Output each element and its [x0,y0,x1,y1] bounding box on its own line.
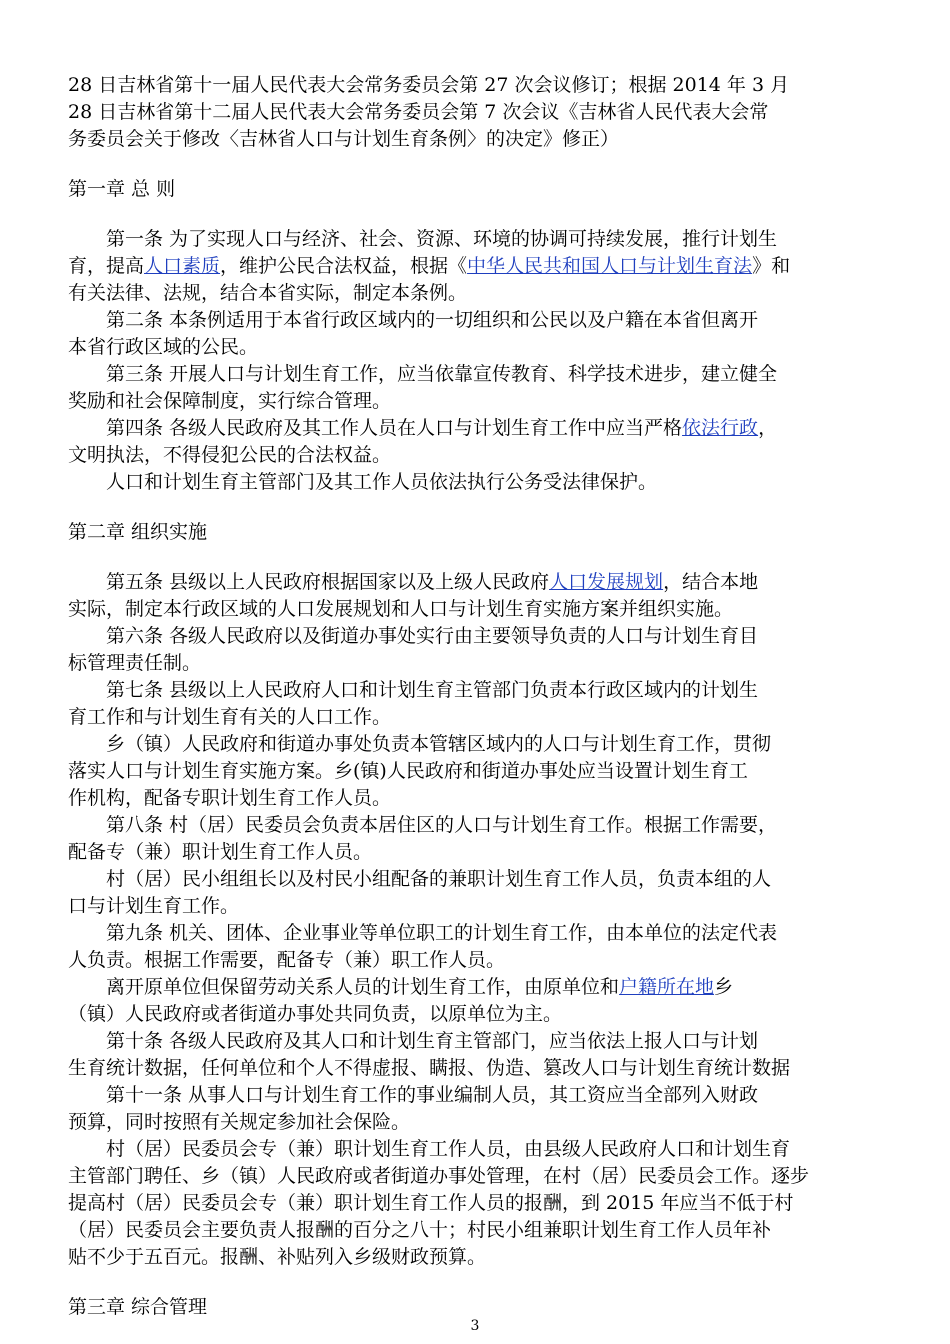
page-number: 3 [470,1318,480,1334]
article-6-line: 第六条 各级人民政府以及街道办事处实行由主要领导负责的人口与计划生育目 [106,625,759,647]
text: 第四条 各级人民政府及其工作人员在人口与计划生育工作中应当严格 [106,417,683,439]
text: ， [758,417,778,439]
article-7-paragraph: 乡（镇）人民政府和街道办事处负责本管辖区域内的人口与计划生育工作，贯彻 [106,733,772,755]
article-8-paragraph: 口与计划生育工作。 [68,895,240,917]
article-11-line: 第十一条 从事人口与计划生育工作的事业编制人员，其工资应当全部列入财政 [106,1084,759,1106]
link-household-registration[interactable]: 户籍所在地 [619,976,715,998]
article-6-line: 标管理责任制。 [68,652,202,674]
article-1-line [68,253,888,280]
article-5-line: 实际，制定本行政区域的人口发展规划和人口与计划生育实施方案并组织实施。 [68,598,734,620]
article-3-line: 奖励和社会保障制度，实行综合管理。 [68,390,392,412]
text: 育，提高 [68,255,145,277]
chapter-3-title: 第三章 综合管理 [68,1296,208,1318]
article-11-paragraph: 村（居）民委员会专（兼）职计划生育工作人员，由县级人民政府人口和计划生育 [106,1138,791,1160]
article-7-line: 第七条 县级以上人民政府人口和计划生育主管部门负责本行政区域内的计划生 [106,679,759,701]
chapter-1-title: 第一章 总 则 [68,178,176,200]
text: ，维护公民合法权益，根据《 [220,255,468,277]
document-page [68,72,888,1344]
text: 离开原单位但保留劳动关系人员的计划生育工作，由原单位和 [106,976,620,998]
article-11-paragraph: 贴不少于五百元。报酬、补贴列入乡级财政预算。 [68,1246,487,1268]
article-9-line: 第九条 机关、团体、企业事业等单位职工的计划生育工作，由本单位的法定代表 [106,922,778,944]
article-9-paragraph [68,974,888,1001]
article-8-paragraph: 村（居）民小组组长以及村民小组配备的兼职计划生育工作人员，负责本组的人 [106,868,772,890]
article-11-paragraph: 提高村（居）民委员会专（兼）职计划生育工作人员的报酬，到 2015 年应当不低于村 [68,1192,794,1214]
text: 第五条 县级以上人民政府根据国家以及上级人民政府 [106,571,550,593]
link-population-quality[interactable]: 人口素质 [144,255,221,277]
article-11-paragraph: 主管部门聘任、乡（镇）人民政府或者街道办事处管理，在村（居）民委员会工作。逐步 [68,1165,810,1187]
article-11-paragraph: （居）民委员会主要负责人报酬的百分之八十；村民小组兼职计划生育工作人员年补 [68,1219,772,1241]
intro-line: 务委员会关于修改〈吉林省人口与计划生育条例〉的决定》修正） [68,128,620,150]
text: ，结合本地 [663,571,759,593]
article-10-line: 第十条 各级人民政府及其人口和计划生育主管部门，应当依法上报人口与计划 [106,1030,759,1052]
article-1-line: 第一条 为了实现人口与经济、社会、资源、环境的协调可持续发展，推行计划生 [106,228,778,250]
text: 》和 [752,255,791,277]
text: 乡 [714,976,734,998]
article-4-line [68,415,888,442]
article-4-paragraph: 人口和计划生育主管部门及其工作人员依法执行公务受法律保护。 [106,471,658,493]
article-8-line: 第八条 村（居）民委员会负责本居住区的人口与计划生育工作。根据工作需要， [106,814,778,836]
article-3-line: 第三条 开展人口与计划生育工作，应当依靠宣传教育、科学技术进步，建立健全 [106,363,778,385]
link-administration-by-law[interactable]: 依法行政 [682,417,759,439]
article-2-line: 本省行政区域的公民。 [68,336,259,358]
article-8-line: 配备专（兼）职计划生育工作人员。 [68,841,373,863]
article-4-line: 文明执法，不得侵犯公民的合法权益。 [68,444,392,466]
article-5-line [68,569,888,596]
article-9-line: 人负责。根据工作需要，配备专（兼）职工作人员。 [68,949,506,971]
article-7-line: 育工作和与计划生育有关的人口工作。 [68,706,392,728]
article-11-line: 预算，同时按照有关规定参加社会保险。 [68,1111,411,1133]
link-population-planning-law[interactable]: 中华人民共和国人口与计划生育法 [467,255,753,277]
link-population-development-plan[interactable]: 人口发展规划 [549,571,664,593]
article-10-line: 生育统计数据，任何单位和个人不得虚报、瞒报、伪造、篡改人口与计划生育统计数据 [68,1057,791,1079]
article-9-paragraph: （镇）人民政府或者街道办事处共同负责，以原单位为主。 [68,1003,563,1025]
article-7-paragraph: 落实人口与计划生育实施方案。乡(镇)人民政府和街道办事处应当设置计划生育工 [68,760,748,782]
intro-line: 28 日吉林省第十二届人民代表大会常务委员会第 7 次会议《吉林省人民代表大会常 [68,101,769,123]
article-1-line: 有关法律、法规，结合本省实际，制定本条例。 [68,282,468,304]
article-7-paragraph: 作机构，配备专职计划生育工作人员。 [68,787,392,809]
chapter-2-title: 第二章 组织实施 [68,521,208,543]
intro-line: 28 日吉林省第十一届人民代表大会常务委员会第 27 次会议修订；根据 2014 年 3 月 [68,74,790,96]
article-2-line: 第二条 本条例适用于本省行政区域内的一切组织和公民以及户籍在本省但离开 [106,309,759,331]
